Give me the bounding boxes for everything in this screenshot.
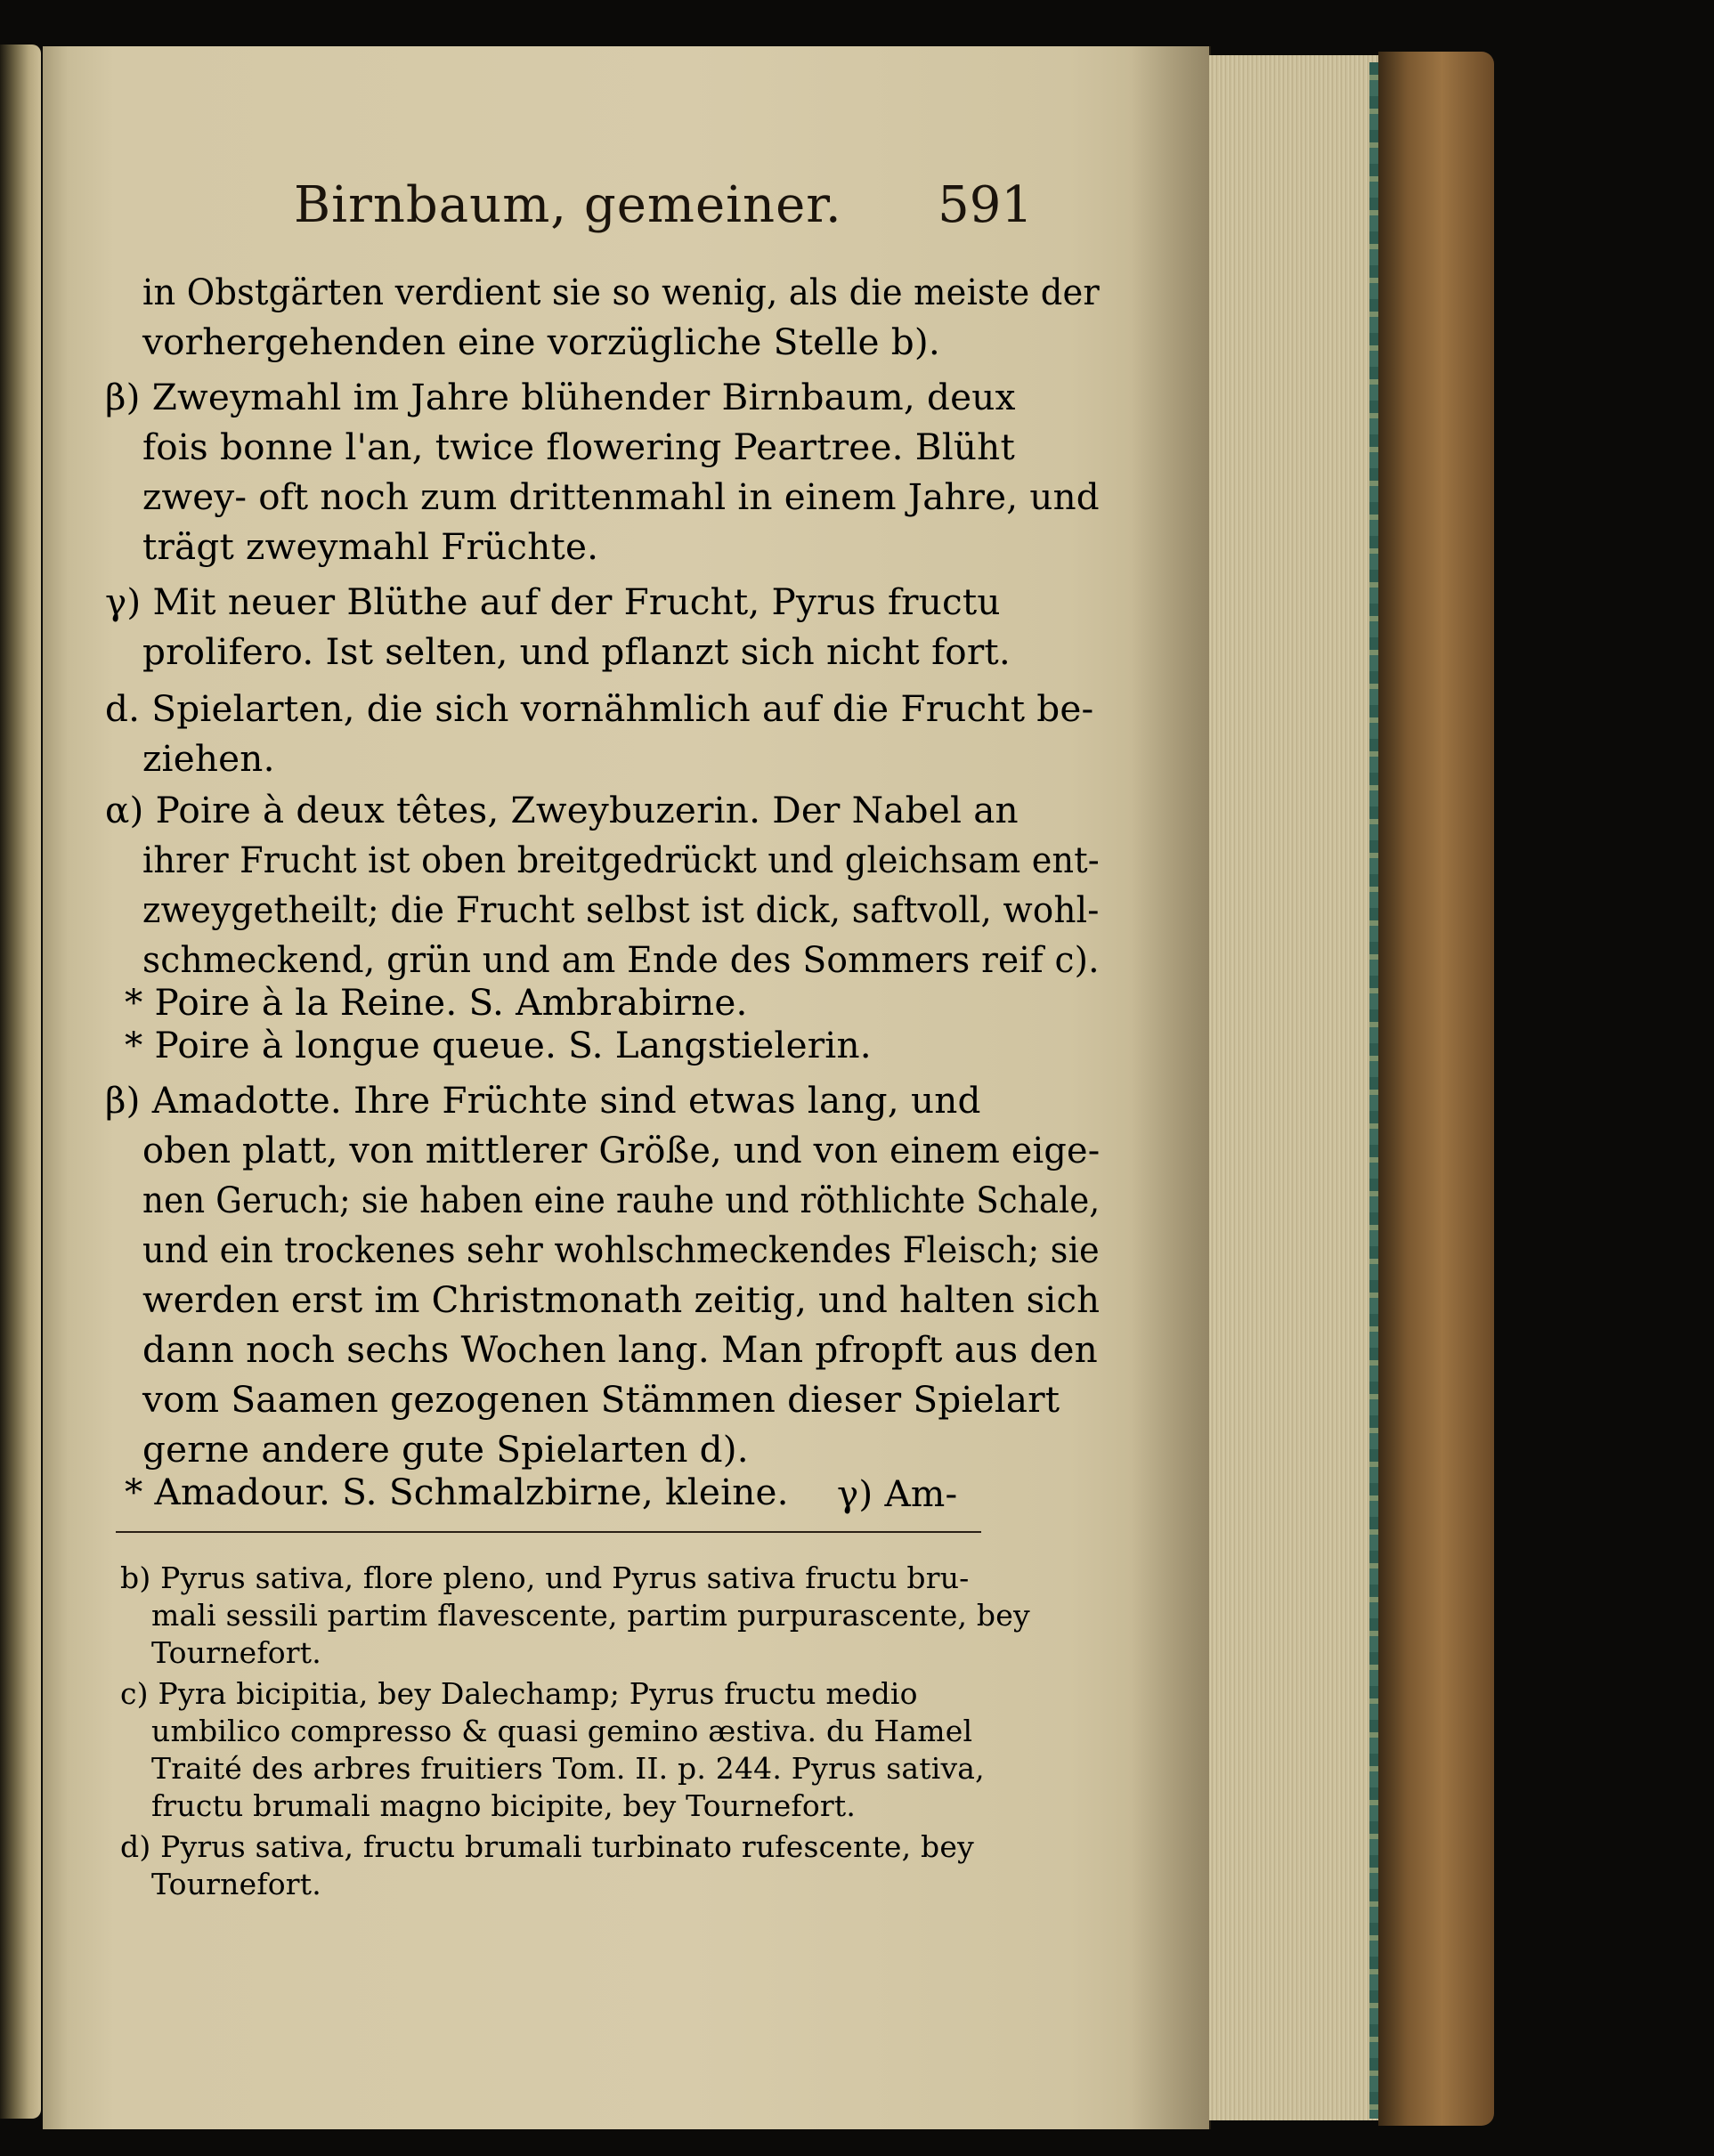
footnote-line: c) Pyra bicipitia, bey Dalechamp; Pyrus fructu medio bbox=[120, 1676, 918, 1711]
body-line: zwey- oft noch zum drittenmahl in einem Jahre, und bbox=[142, 475, 1100, 518]
body-line: dann noch sechs Wochen lang. Man pfropft aus den bbox=[142, 1328, 1098, 1371]
page-stack-edge bbox=[1209, 55, 1378, 2120]
footnote-rule bbox=[116, 1531, 981, 1533]
body-line: β) Zweymahl im Jahre blühender Birnbaum, deux bbox=[105, 376, 1016, 418]
footnote-line: mali sessili partim flavescente, partim purpurascente, bey bbox=[151, 1598, 1030, 1633]
footnote-line: d) Pyrus sativa, fructu brumali turbinato rufescente, bey bbox=[120, 1829, 974, 1864]
footnote-line: Tournefort. bbox=[151, 1867, 321, 1901]
body-line: ziehen. bbox=[142, 737, 275, 780]
book-cover bbox=[1378, 52, 1494, 2126]
body-line: und ein trockenes sehr wohlschmeckendes Fleisch; sie bbox=[142, 1228, 1100, 1271]
catchword: γ) Am- bbox=[837, 1472, 958, 1515]
body-line: ihrer Frucht ist oben breitgedrückt und gleichsam ent- bbox=[142, 839, 1100, 881]
page-edge-shadow bbox=[1131, 46, 1211, 2129]
footnote-line: Tournefort. bbox=[151, 1635, 321, 1670]
body-line: vom Saamen gezogenen Stämmen dieser Spielart bbox=[142, 1378, 1060, 1421]
body-line: β) Amadotte. Ihre Früchte sind etwas lang, und bbox=[105, 1079, 981, 1122]
page-number: 591 bbox=[938, 176, 1033, 234]
body-line: fois bonne l'an, twice flowering Peartree. Blüht bbox=[142, 426, 1015, 468]
footnote-line: b) Pyrus sativa, flore pleno, und Pyrus sativa fructu bru- bbox=[120, 1560, 970, 1595]
cross-reference: * Poire à longue queue. S. Langstielerin. bbox=[125, 1024, 872, 1066]
cross-reference: * Amadour. S. Schmalzbirne, kleine. bbox=[125, 1471, 789, 1513]
left-page-edge bbox=[0, 45, 41, 2119]
body-line: γ) Mit neuer Blüthe auf der Frucht, Pyrus fructu bbox=[105, 580, 1001, 623]
body-line: vorhergehenden eine vorzügliche Stelle b). bbox=[142, 320, 940, 363]
cross-reference: * Poire à la Reine. S. Ambrabirne. bbox=[125, 981, 748, 1024]
body-line: nen Geruch; sie haben eine rauhe und röthlichte Schale, bbox=[142, 1179, 1101, 1221]
body-line: in Obstgärten verdient sie so wenig, als die meiste der bbox=[142, 271, 1100, 313]
body-line: oben platt, von mittlerer Größe, und von einem eige- bbox=[142, 1129, 1101, 1171]
footnote-line: fructu brumali magno bicipite, bey Tournefort. bbox=[151, 1788, 857, 1823]
body-line: zweygetheilt; die Frucht selbst ist dick, saftvoll, wohl- bbox=[142, 888, 1100, 931]
body-line: α) Poire à deux têtes, Zweybuzerin. Der Nabel an bbox=[105, 789, 1019, 831]
body-line: trägt zweymahl Früchte. bbox=[142, 525, 599, 568]
running-header bbox=[294, 176, 1033, 247]
footnote-line: umbilico compresso & quasi gemino æstiva. du Hamel bbox=[151, 1714, 973, 1748]
body-line: prolifero. Ist selten, und pflanzt sich nicht fort. bbox=[142, 630, 1011, 673]
body-line: gerne andere gute Spielarten d). bbox=[142, 1428, 749, 1471]
footnote-line: Traité des arbres fruitiers Tom. II. p. 244. Pyrus sativa, bbox=[151, 1751, 985, 1786]
running-title: Birnbaum, gemeiner. bbox=[294, 176, 842, 234]
body-line: werden erst im Christmonath zeitig, und halten sich bbox=[142, 1278, 1101, 1321]
section-heading: d. Spielarten, die sich vornähmlich auf die Frucht be- bbox=[105, 687, 1094, 730]
body-line: schmeckend, grün und am Ende des Sommers reif c). bbox=[142, 938, 1100, 981]
